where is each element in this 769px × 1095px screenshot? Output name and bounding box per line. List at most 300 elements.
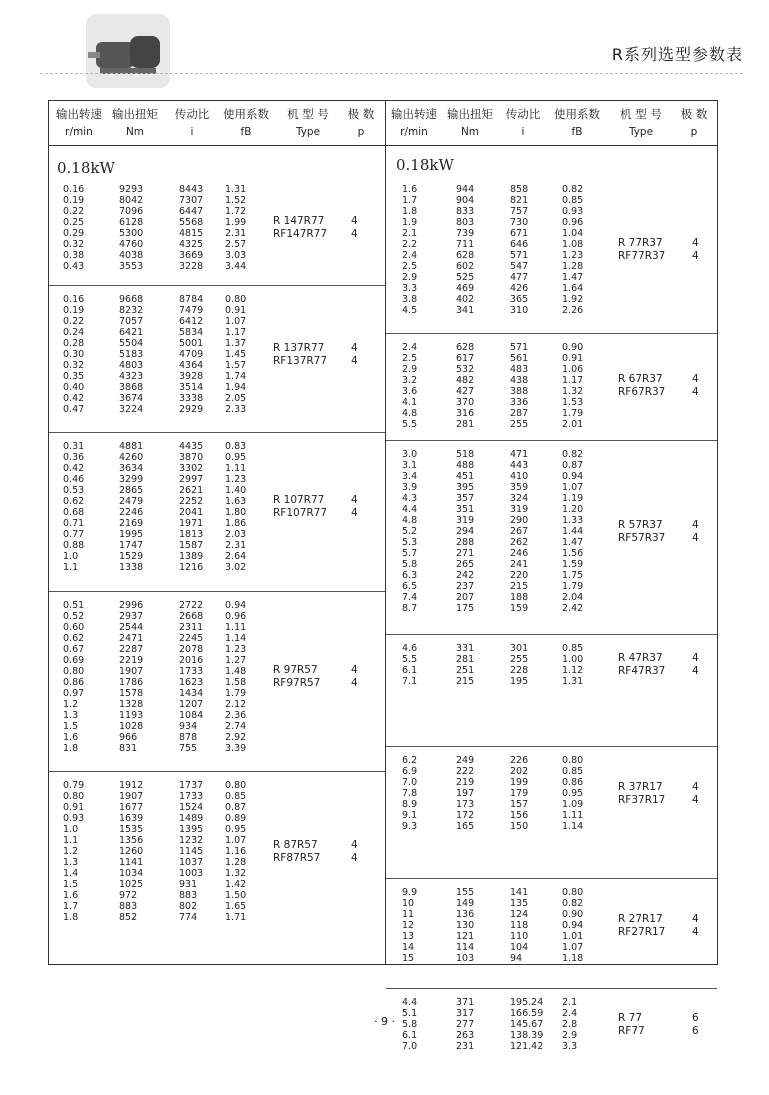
ratio-cell: 1003 xyxy=(179,868,204,879)
ratio-cell: 124 xyxy=(510,909,529,920)
output-torque-cell: 281 xyxy=(456,654,475,665)
model-number: R 37R17 xyxy=(618,781,663,793)
column-header-row xyxy=(386,101,717,146)
service-factor-cell: 3.03 xyxy=(225,250,247,261)
ratio-cell: 215 xyxy=(510,581,529,592)
column-header-unit: fB xyxy=(240,126,252,138)
service-factor-cell: 0.80 xyxy=(225,780,247,791)
output-speed-cell: 0.16 xyxy=(63,294,85,305)
model-number: RF147R77 xyxy=(273,228,328,240)
output-speed-cell: 0.97 xyxy=(63,688,85,699)
service-factor-cell: 1.37 xyxy=(225,338,247,349)
model-number: RF57R37 xyxy=(618,532,666,544)
ratio-cell: 188 xyxy=(510,592,529,603)
column-header xyxy=(388,107,440,140)
model-number: RF107R77 xyxy=(273,507,328,519)
model-number: R 47R37 xyxy=(618,652,663,664)
output-speed-cell: 3.0 xyxy=(402,449,418,460)
ratio-cell: 145.67 xyxy=(510,1019,544,1030)
service-factor-cell: 1.44 xyxy=(562,526,584,537)
output-speed-cell: 2.4 xyxy=(402,250,418,261)
output-torque-cell: 317 xyxy=(456,1008,475,1019)
service-factor-cell: 0.83 xyxy=(225,441,247,452)
service-factor-cell: 1.94 xyxy=(225,382,247,393)
column-header-label: 输出转速 xyxy=(56,107,102,121)
column-header-unit: Type xyxy=(628,126,654,138)
service-factor-cell: 1.59 xyxy=(562,559,584,570)
service-factor-cell: 1.71 xyxy=(225,912,247,923)
service-factor-cell: 2.04 xyxy=(562,592,584,603)
output-speed-cell: 4.1 xyxy=(402,397,418,408)
service-factor-cell: 1.08 xyxy=(562,239,584,250)
ratio-cell: 5001 xyxy=(179,338,204,349)
output-speed-cell: 0.28 xyxy=(63,338,85,349)
service-factor-cell: 0.91 xyxy=(562,353,584,364)
ratio-cell: 3514 xyxy=(179,382,204,393)
pole-count: 4 xyxy=(692,913,699,925)
ratio-cell: 410 xyxy=(510,471,529,482)
output-torque-cell: 197 xyxy=(456,788,475,799)
output-torque-cell: 451 xyxy=(456,471,475,482)
output-torque-cell: 7096 xyxy=(119,206,144,217)
output-torque-cell: 9668 xyxy=(119,294,144,305)
output-torque-cell: 351 xyxy=(456,504,475,515)
ratio-cell: 195 xyxy=(510,676,529,687)
output-speed-cell: 6.2 xyxy=(402,755,418,766)
output-torque-cell: 1907 xyxy=(119,791,144,802)
output-torque-cell: 1639 xyxy=(119,813,144,824)
output-speed-cell: 1.8 xyxy=(63,912,79,923)
page-title: R系列选型参数表 xyxy=(611,45,743,64)
ratio-cell: 2078 xyxy=(179,644,204,655)
output-torque-cell: 165 xyxy=(456,821,475,832)
output-torque-cell: 114 xyxy=(456,942,475,953)
ratio-cell: 2016 xyxy=(179,655,204,666)
service-factor-cell: 1.48 xyxy=(225,666,247,677)
service-factor-cell: 1.23 xyxy=(562,250,584,261)
output-torque-cell: 1747 xyxy=(119,540,144,551)
output-torque-cell: 265 xyxy=(456,559,475,570)
service-factor-cell: 1.12 xyxy=(562,665,584,676)
ratio-cell: 931 xyxy=(179,879,198,890)
ratio-cell: 1813 xyxy=(179,529,204,540)
service-factor-cell: 1.20 xyxy=(562,504,584,515)
ratio-cell: 1434 xyxy=(179,688,204,699)
output-torque-cell: 5183 xyxy=(119,349,144,360)
service-factor-cell: 2.05 xyxy=(225,393,247,404)
service-factor-cell: 1.79 xyxy=(562,581,584,592)
pole-count: 4 xyxy=(351,839,358,851)
output-speed-cell: 2.5 xyxy=(402,353,418,364)
ratio-cell: 2722 xyxy=(179,600,204,611)
motor-power-label: 0.18kW xyxy=(396,156,454,174)
service-factor-cell: 1.80 xyxy=(225,507,247,518)
service-factor-cell: 1.75 xyxy=(562,570,584,581)
ratio-cell: 287 xyxy=(510,408,529,419)
column-header xyxy=(217,107,275,140)
output-speed-cell: 1.8 xyxy=(402,206,418,217)
ratio-cell: 2311 xyxy=(179,622,204,633)
output-torque-cell: 2996 xyxy=(119,600,144,611)
output-torque-cell: 294 xyxy=(456,526,475,537)
output-torque-cell: 149 xyxy=(456,898,475,909)
column-header-unit: p xyxy=(690,126,698,138)
output-torque-cell: 1328 xyxy=(119,699,144,710)
output-speed-cell: 1.1 xyxy=(63,835,79,846)
output-speed-cell: 6.3 xyxy=(402,570,418,581)
output-speed-cell: 5.5 xyxy=(402,419,418,430)
column-header xyxy=(341,107,381,140)
ratio-cell: 1207 xyxy=(179,699,204,710)
service-factor-cell: 0.90 xyxy=(562,909,584,920)
service-factor-cell: 0.94 xyxy=(562,920,584,931)
service-factor-cell: 0.96 xyxy=(562,217,584,228)
output-torque-cell: 172 xyxy=(456,810,475,821)
model-number: RF97R57 xyxy=(273,677,321,689)
output-speed-cell: 11 xyxy=(402,909,415,920)
output-speed-cell: 2.5 xyxy=(402,261,418,272)
output-speed-cell: 0.29 xyxy=(63,228,85,239)
ratio-cell: 3302 xyxy=(179,463,204,474)
output-speed-cell: 4.4 xyxy=(402,997,418,1008)
model-number: R 67R37 xyxy=(618,373,663,385)
ratio-cell: 1216 xyxy=(179,562,204,573)
service-factor-cell: 1.28 xyxy=(562,261,584,272)
output-speed-cell: 7.1 xyxy=(402,676,418,687)
service-factor-cell: 0.82 xyxy=(562,449,584,460)
service-factor-cell: 1.79 xyxy=(562,408,584,419)
output-speed-cell: 0.79 xyxy=(63,780,85,791)
service-factor-cell: 1.32 xyxy=(225,868,247,879)
ratio-cell: 571 xyxy=(510,342,529,353)
ratio-cell: 6412 xyxy=(179,316,204,327)
column-header-row xyxy=(49,101,385,146)
column-header-unit: Type xyxy=(295,126,321,138)
output-speed-cell: 0.69 xyxy=(63,655,85,666)
service-factor-cell: 1.45 xyxy=(225,349,247,360)
model-group xyxy=(386,175,717,334)
service-factor-cell: 1.58 xyxy=(225,677,247,688)
output-torque-cell: 4881 xyxy=(119,441,144,452)
output-speed-cell: 3.4 xyxy=(402,471,418,482)
output-torque-cell: 1028 xyxy=(119,721,144,732)
pole-count: 4 xyxy=(351,507,358,519)
output-speed-cell: 4.4 xyxy=(402,504,418,515)
output-speed-cell: 0.40 xyxy=(63,382,85,393)
output-speed-cell: 3.8 xyxy=(402,294,418,305)
output-torque-cell: 488 xyxy=(456,460,475,471)
column-header-label: 输出扭矩 xyxy=(112,107,158,121)
service-factor-cell: 1.57 xyxy=(225,360,247,371)
ratio-cell: 8784 xyxy=(179,294,204,305)
output-speed-cell: 1.6 xyxy=(402,184,418,195)
ratio-cell: 255 xyxy=(510,654,529,665)
output-speed-cell: 3.9 xyxy=(402,482,418,493)
output-speed-cell: 0.52 xyxy=(63,611,85,622)
service-factor-cell: 3.02 xyxy=(225,562,247,573)
service-factor-cell: 2.92 xyxy=(225,732,247,743)
output-speed-cell: 0.25 xyxy=(63,217,85,228)
output-speed-cell: 4.8 xyxy=(402,515,418,526)
output-speed-cell: 2.4 xyxy=(402,342,418,353)
ratio-cell: 241 xyxy=(510,559,529,570)
service-factor-cell: 1.72 xyxy=(225,206,247,217)
table-right-half xyxy=(386,101,717,1052)
service-factor-cell: 1.33 xyxy=(562,515,584,526)
ratio-cell: 646 xyxy=(510,239,529,250)
output-speed-cell: 6.9 xyxy=(402,766,418,777)
output-speed-cell: 0.36 xyxy=(63,452,85,463)
service-factor-cell: 1.19 xyxy=(562,493,584,504)
output-torque-cell: 6421 xyxy=(119,327,144,338)
output-speed-cell: 0.60 xyxy=(63,622,85,633)
ratio-cell: 1232 xyxy=(179,835,204,846)
output-torque-cell: 207 xyxy=(456,592,475,603)
ratio-cell: 471 xyxy=(510,449,529,460)
table-left-half xyxy=(49,101,386,964)
column-header xyxy=(107,107,163,140)
output-speed-cell: 1.3 xyxy=(63,857,79,868)
ratio-cell: 3338 xyxy=(179,393,204,404)
model-group xyxy=(386,878,717,989)
ratio-cell: 226 xyxy=(510,755,529,766)
service-factor-cell: 1.04 xyxy=(562,228,584,239)
service-factor-cell: 1.11 xyxy=(562,810,584,821)
pole-count: 4 xyxy=(692,532,699,544)
service-factor-cell: 0.95 xyxy=(562,788,584,799)
service-factor-cell: 0.95 xyxy=(225,452,247,463)
output-speed-cell: 1.2 xyxy=(63,846,79,857)
model-number: RF87R57 xyxy=(273,852,321,864)
column-header xyxy=(548,107,606,140)
ratio-cell: 228 xyxy=(510,665,529,676)
output-speed-cell: 0.93 xyxy=(63,813,85,824)
ratio-cell: 336 xyxy=(510,397,529,408)
pole-count: 4 xyxy=(692,250,699,262)
ratio-cell: 1395 xyxy=(179,824,204,835)
output-torque-cell: 277 xyxy=(456,1019,475,1030)
ratio-cell: 1489 xyxy=(179,813,204,824)
ratio-cell: 2252 xyxy=(179,496,204,507)
service-factor-cell: 1.32 xyxy=(562,386,584,397)
ratio-cell: 4325 xyxy=(179,239,204,250)
service-factor-cell: 1.01 xyxy=(562,931,584,942)
service-factor-cell: 1.31 xyxy=(225,184,247,195)
ratio-cell: 443 xyxy=(510,460,529,471)
output-torque-cell: 357 xyxy=(456,493,475,504)
ratio-cell: 571 xyxy=(510,250,529,261)
output-torque-cell: 628 xyxy=(456,342,475,353)
output-speed-cell: 6.1 xyxy=(402,1030,418,1041)
output-speed-cell: 9.3 xyxy=(402,821,418,832)
output-speed-cell: 5.5 xyxy=(402,654,418,665)
output-torque-cell: 2246 xyxy=(119,507,144,518)
output-speed-cell: 14 xyxy=(402,942,415,953)
output-speed-cell: 1.2 xyxy=(63,699,79,710)
pole-count: 6 xyxy=(692,1025,699,1037)
ratio-cell: 202 xyxy=(510,766,529,777)
output-speed-cell: 7.8 xyxy=(402,788,418,799)
service-factor-cell: 0.87 xyxy=(225,802,247,813)
ratio-cell: 310 xyxy=(510,305,529,316)
column-header-unit: i xyxy=(190,126,194,138)
output-speed-cell: 3.2 xyxy=(402,375,418,386)
ratio-cell: 483 xyxy=(510,364,529,375)
ratio-cell: 150 xyxy=(510,821,529,832)
pole-count: 4 xyxy=(692,519,699,531)
output-speed-cell: 5.3 xyxy=(402,537,418,548)
output-torque-cell: 628 xyxy=(456,250,475,261)
ratio-cell: 199 xyxy=(510,777,529,788)
pole-count: 4 xyxy=(692,237,699,249)
service-factor-cell: 1.16 xyxy=(225,846,247,857)
ratio-cell: 477 xyxy=(510,272,529,283)
service-factor-cell: 0.80 xyxy=(225,294,247,305)
ratio-cell: 561 xyxy=(510,353,529,364)
output-speed-cell: 4.6 xyxy=(402,643,418,654)
output-speed-cell: 6.5 xyxy=(402,581,418,592)
output-torque-cell: 370 xyxy=(456,397,475,408)
model-number: R 77R37 xyxy=(618,237,663,249)
service-factor-cell: 0.85 xyxy=(562,766,584,777)
output-torque-cell: 883 xyxy=(119,901,138,912)
model-number: R 87R57 xyxy=(273,839,318,851)
service-factor-cell: 0.82 xyxy=(562,898,584,909)
output-torque-cell: 1356 xyxy=(119,835,144,846)
output-torque-cell: 3868 xyxy=(119,382,144,393)
output-torque-cell: 427 xyxy=(456,386,475,397)
output-torque-cell: 8042 xyxy=(119,195,144,206)
ratio-cell: 1524 xyxy=(179,802,204,813)
service-factor-cell: 2.57 xyxy=(225,239,247,250)
output-torque-cell: 3299 xyxy=(119,474,144,485)
ratio-cell: 2997 xyxy=(179,474,204,485)
output-speed-cell: 0.30 xyxy=(63,349,85,360)
output-torque-cell: 219 xyxy=(456,777,475,788)
pole-count: 4 xyxy=(351,677,358,689)
service-factor-cell: 1.50 xyxy=(225,890,247,901)
service-factor-cell: 1.07 xyxy=(562,482,584,493)
service-factor-cell: 2.31 xyxy=(225,540,247,551)
output-speed-cell: 0.19 xyxy=(63,305,85,316)
ratio-cell: 1971 xyxy=(179,518,204,529)
output-torque-cell: 4038 xyxy=(119,250,144,261)
output-torque-cell: 1260 xyxy=(119,846,144,857)
output-speed-cell: 1.7 xyxy=(402,195,418,206)
output-torque-cell: 1677 xyxy=(119,802,144,813)
output-speed-cell: 0.91 xyxy=(63,802,85,813)
model-group xyxy=(386,440,717,635)
output-torque-cell: 288 xyxy=(456,537,475,548)
ratio-cell: 4709 xyxy=(179,349,204,360)
output-torque-cell: 231 xyxy=(456,1041,475,1052)
column-header-unit: Nm xyxy=(125,126,145,138)
output-torque-cell: 251 xyxy=(456,665,475,676)
pole-count: 4 xyxy=(692,926,699,938)
output-speed-cell: 0.86 xyxy=(63,677,85,688)
output-torque-cell: 316 xyxy=(456,408,475,419)
ratio-cell: 1037 xyxy=(179,857,204,868)
column-header xyxy=(672,107,716,140)
ratio-cell: 2041 xyxy=(179,507,204,518)
output-speed-cell: 1.0 xyxy=(63,824,79,835)
ratio-cell: 1623 xyxy=(179,677,204,688)
output-torque-cell: 5300 xyxy=(119,228,144,239)
output-speed-cell: 2.9 xyxy=(402,364,418,375)
output-torque-cell: 2479 xyxy=(119,496,144,507)
service-factor-cell: 2.36 xyxy=(225,710,247,721)
service-factor-cell: 1.79 xyxy=(225,688,247,699)
output-speed-cell: 2.9 xyxy=(402,272,418,283)
column-header-unit: r/min xyxy=(65,126,93,138)
ratio-cell: 1733 xyxy=(179,666,204,677)
output-torque-cell: 1141 xyxy=(119,857,144,868)
output-torque-cell: 831 xyxy=(119,743,138,754)
column-header-label: 机 型 号 xyxy=(287,107,329,121)
service-factor-cell: 2.26 xyxy=(562,305,584,316)
ratio-cell: 4435 xyxy=(179,441,204,452)
ratio-cell: 5568 xyxy=(179,217,204,228)
ratio-cell: 1389 xyxy=(179,551,204,562)
output-torque-cell: 4803 xyxy=(119,360,144,371)
output-speed-cell: 0.51 xyxy=(63,600,85,611)
output-torque-cell: 1338 xyxy=(119,562,144,573)
ratio-cell: 8443 xyxy=(179,184,204,195)
output-torque-cell: 525 xyxy=(456,272,475,283)
ratio-cell: 365 xyxy=(510,294,529,305)
output-torque-cell: 532 xyxy=(456,364,475,375)
model-number: R 107R77 xyxy=(273,494,325,506)
column-header-label: 机 型 号 xyxy=(620,107,662,121)
model-group xyxy=(49,285,385,433)
output-speed-cell: 0.32 xyxy=(63,360,85,371)
column-header xyxy=(608,107,674,140)
ratio-cell: 934 xyxy=(179,721,198,732)
ratio-cell: 1145 xyxy=(179,846,204,857)
service-factor-cell: 2.03 xyxy=(225,529,247,540)
output-torque-cell: 1786 xyxy=(119,677,144,688)
ratio-cell: 757 xyxy=(510,206,529,217)
output-torque-cell: 121 xyxy=(456,931,475,942)
pole-count: 4 xyxy=(351,355,358,367)
column-header xyxy=(275,107,341,140)
service-factor-cell: 1.42 xyxy=(225,879,247,890)
ratio-cell: 166.59 xyxy=(510,1008,544,1019)
ratio-cell: 5834 xyxy=(179,327,204,338)
output-torque-cell: 281 xyxy=(456,419,475,430)
output-torque-cell: 222 xyxy=(456,766,475,777)
pole-count: 4 xyxy=(351,852,358,864)
ratio-cell: 1084 xyxy=(179,710,204,721)
output-torque-cell: 2219 xyxy=(119,655,144,666)
output-torque-cell: 1529 xyxy=(119,551,144,562)
output-speed-cell: 0.22 xyxy=(63,206,85,217)
ratio-cell: 671 xyxy=(510,228,529,239)
output-speed-cell: 0.77 xyxy=(63,529,85,540)
ratio-cell: 324 xyxy=(510,493,529,504)
model-group xyxy=(49,175,385,286)
service-factor-cell: 1.07 xyxy=(225,316,247,327)
output-torque-cell: 4760 xyxy=(119,239,144,250)
model-number: RF47R37 xyxy=(618,665,666,677)
service-factor-cell: 0.90 xyxy=(562,342,584,353)
service-factor-cell: 1.74 xyxy=(225,371,247,382)
output-speed-cell: 0.22 xyxy=(63,316,85,327)
model-number: RF37R17 xyxy=(618,794,666,806)
output-speed-cell: 1.1 xyxy=(63,562,79,573)
service-factor-cell: 0.94 xyxy=(562,471,584,482)
column-header-unit: Nm xyxy=(460,126,480,138)
